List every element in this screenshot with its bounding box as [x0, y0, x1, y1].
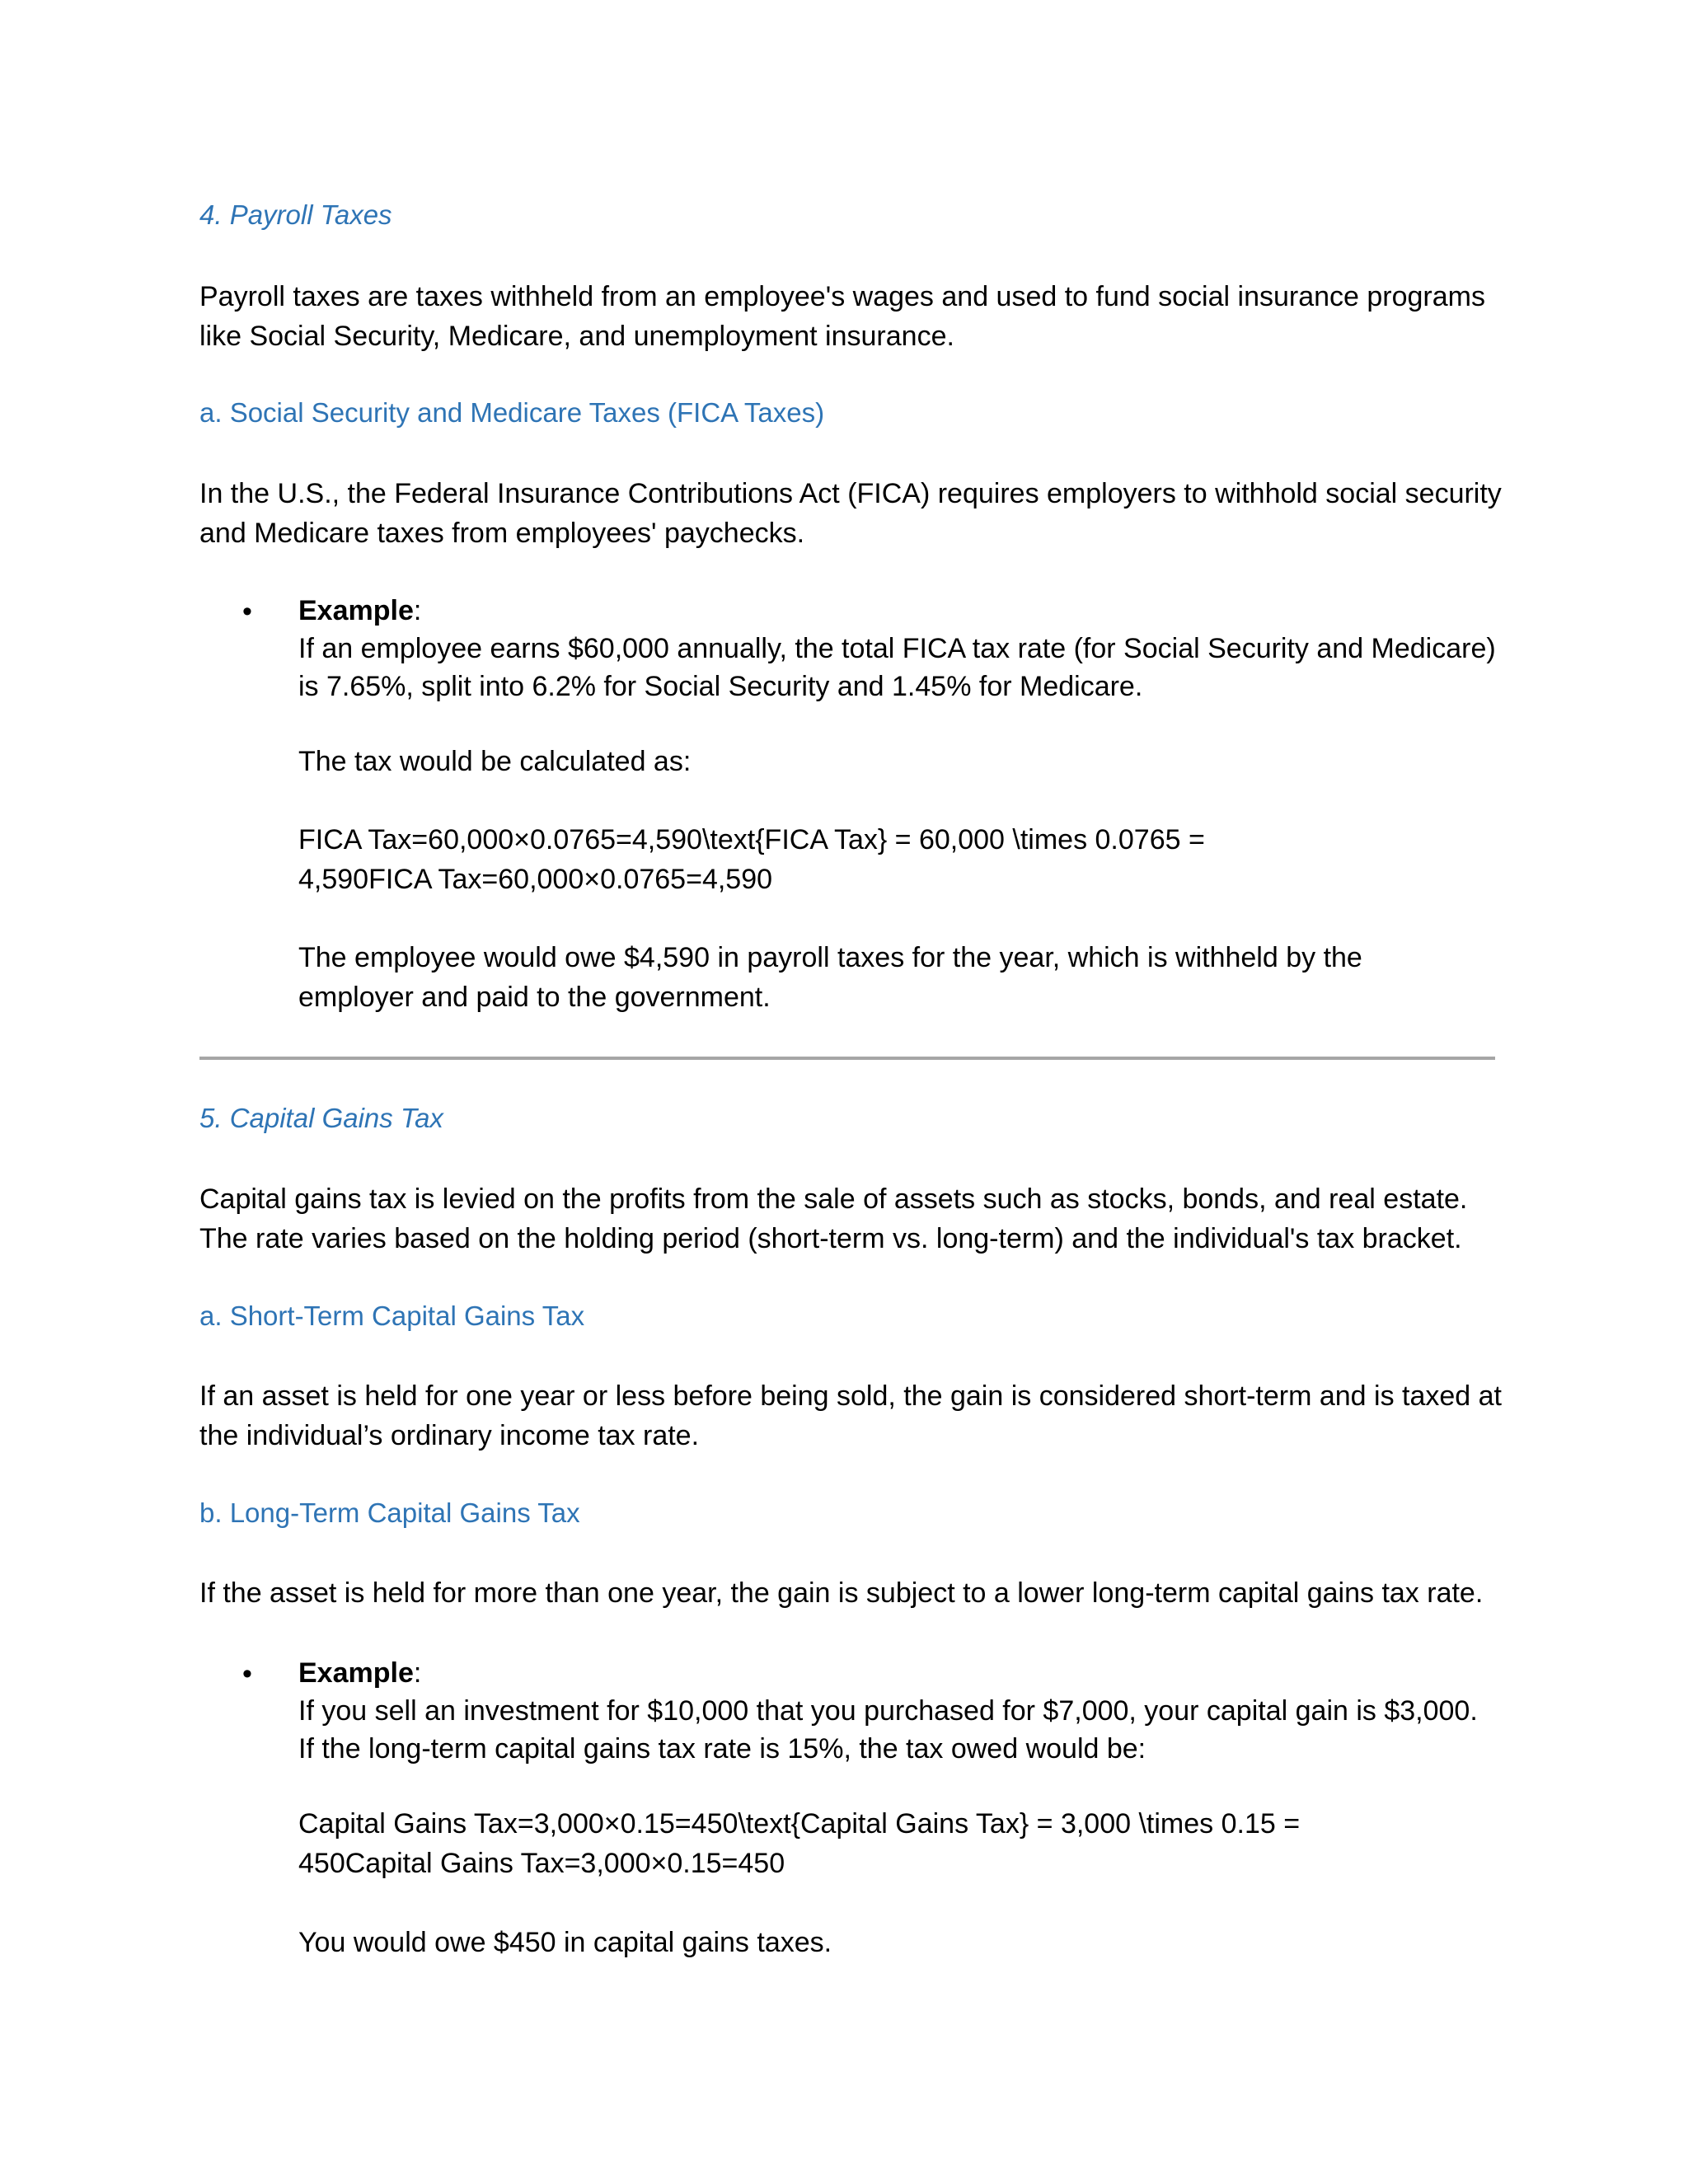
fica-intro-paragraph: [199, 474, 1502, 553]
fica-conclusion: [298, 938, 1495, 1017]
conclusion-line: employer and paid to the government.: [298, 982, 771, 1013]
formula-line: 4,590FICA Tax=60,000×0.0765=4,590: [298, 864, 773, 895]
capital-gains-conclusion: [298, 1923, 1495, 1962]
example-label-line: [298, 592, 1495, 630]
paragraph-line: like Social Security, Medicare, and unemployment insurance.: [199, 321, 954, 352]
paragraph-line: The rate varies based on the holding period (short-term vs. long-term) and the individual's tax bracket.: [199, 1223, 1462, 1254]
example-label: Example: [298, 1657, 414, 1689]
example-colon: :: [413, 1657, 422, 1689]
paragraph-line: If the asset is held for more than one year, the gain is subject to a lower long-term capital gains tax rate.: [199, 1577, 1484, 1609]
paragraph-line: and Medicare taxes from employees' paychecks.: [199, 518, 805, 549]
paragraph-line: Capital gains tax is levied on the profits from the sale of assets such as stocks, bonds, and real estate.: [199, 1183, 1468, 1215]
horizontal-divider: [199, 1057, 1495, 1060]
paragraph-line: Payroll taxes are taxes withheld from an employee's wages and used to fund social insurance programs: [199, 281, 1485, 312]
document-page: [199, 0, 1502, 2184]
long-term-paragraph: [199, 1573, 1495, 1613]
long-term-example-body: [298, 1654, 1495, 1768]
section-heading-payroll-taxes: 4. Payroll Taxes: [199, 199, 392, 230]
example-label-line: [298, 1654, 1495, 1692]
fica-formula: [298, 820, 1495, 899]
subheading-fica-taxes: a. Social Security and Medicare Taxes (FICA Taxes): [199, 397, 825, 428]
fica-example-body: [298, 592, 1495, 705]
bullet-icon: •: [242, 596, 252, 627]
example-label: Example: [298, 595, 414, 626]
example-line: If the long-term capital gains tax rate is 15%, the tax owed would be:: [298, 1733, 1146, 1765]
calc-intro-line: The tax would be calculated as:: [298, 746, 692, 777]
example-line: If an employee earns $60,000 annually, the total FICA tax rate (for Social Security and Medicare): [298, 633, 1496, 664]
paragraph-line: the individual’s ordinary income tax rate.: [199, 1420, 700, 1451]
paragraph-line: In the U.S., the Federal Insurance Contributions Act (FICA) requires employers to withhold social security: [199, 478, 1502, 509]
paragraph-line: If an asset is held for one year or less before being sold, the gain is considered short-term and is taxed at: [199, 1380, 1502, 1412]
formula-line: FICA Tax=60,000×0.0765=4,590\text{FICA Tax} = 60,000 \times 0.0765 =: [298, 824, 1205, 855]
conclusion-line: The employee would owe $4,590 in payroll taxes for the year, which is withheld by the: [298, 942, 1362, 973]
subheading-short-term: a. Short-Term Capital Gains Tax: [199, 1301, 585, 1331]
capital-gains-intro-paragraph: [199, 1179, 1495, 1258]
example-line: If you sell an investment for $10,000 that you purchased for $7,000, your capital gain is $3,000.: [298, 1695, 1478, 1727]
bullet-icon: •: [242, 1658, 252, 1690]
formula-line: Capital Gains Tax=3,000×0.15=450\text{Capital Gains Tax} = 3,000 \times 0.15 =: [298, 1808, 1301, 1840]
section-heading-capital-gains-tax: 5. Capital Gains Tax: [199, 1103, 443, 1133]
capital-gains-formula: [298, 1804, 1495, 1883]
fica-calc-intro: [298, 742, 1495, 781]
short-term-paragraph: [199, 1376, 1502, 1455]
example-line: is 7.65%, split into 6.2% for Social Security and 1.45% for Medicare.: [298, 671, 1143, 702]
subheading-long-term: b. Long-Term Capital Gains Tax: [199, 1497, 580, 1528]
payroll-intro-paragraph: [199, 277, 1495, 356]
conclusion-line: You would owe $450 in capital gains taxes.: [298, 1927, 832, 1958]
formula-line: 450Capital Gains Tax=3,000×0.15=450: [298, 1848, 785, 1879]
example-colon: :: [413, 595, 422, 626]
